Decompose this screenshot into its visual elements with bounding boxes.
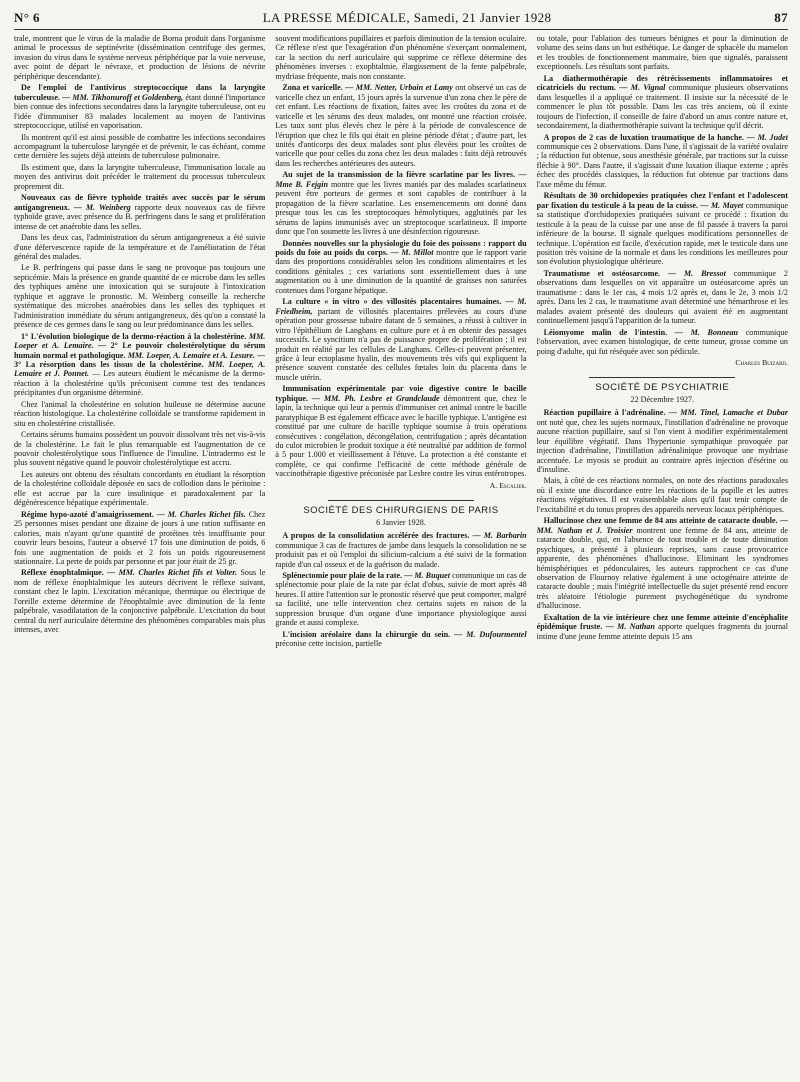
paragraph: souvent modifications pupillaires et parfois diminution de la tension oculaire. Ce réflexe n'est que l'exagération d'un phénomène s'exerçant normalement, car la section du nerf auriculaire qui supprime ce réflexe détermine des phénomènes inverses : exophtalmie, élargissement de la fente palpébrale, mydriase fréquente, mais non constante. bbox=[275, 34, 527, 81]
abstract-authors: M. Judet bbox=[757, 132, 788, 142]
abstract-authors: MM. Ph. Lesbre et Grandclaude bbox=[323, 393, 440, 403]
abstract-heading: Régime hypo-azoté d'amaigrissement. — bbox=[21, 509, 165, 519]
abstract bbox=[537, 516, 788, 611]
abstract-text: montre que les livres maniés par des malades scarlatineux peuvent être porteurs de germes et sont capables de contribuer à la propagation de la fièvre scarlatine. Les ensemencements ont donné dans presque tous les cas les streptocoques hémolytiques, agglutinés par les sérums de lapins immunisés avec un streptocoque scarlatineux. Il importe donc que l'on soumette les livres à une désinfection rigoureuse. bbox=[275, 179, 527, 237]
abstract-text: préconise cette incision, partielle bbox=[275, 639, 382, 649]
abstract-authors: MM. Nathan et J. Troisier bbox=[536, 525, 633, 535]
abstract bbox=[275, 630, 526, 649]
abstract bbox=[14, 568, 265, 634]
section-title: SOCIÉTÉ DES CHIRURGIENS DE PARIS bbox=[303, 505, 499, 517]
paragraph: Les auteurs ont obtenu des résultats concordants en étudiant la résorption de la cholestérine colloïdale déposée en sacs de collodion dans le péritoine : elle est accrue par la cure insulinique et paradoxalement par la dégénérescence hépatique expérimentale. bbox=[14, 469, 266, 508]
abstract-text: Sous le nom de réflexe énophtalmique les auteurs décrivent le réflexe suivant, constant chez le lapin. L'excitation mécanique, thermique ou électrique de l'oreille externe détermine de l'énophtalmie avec diminution de la fente palpébrale, vasodilatation de la conjonctive palpébrale. L'excitation du bout central du nerf auriculaire détermine des phénomènes comparables mais plus intenses, avec bbox=[14, 568, 266, 635]
abstract-authors: M. Dufourmentel bbox=[466, 629, 527, 639]
abstract-text: partant de villosités placentaires prélevées au cours d'une opération pour grossesse tubaire datant de 5 semaines, a réussi à cultiver in vitro l'épithélium de Langhans en culture pure et à en obtenir des passages successifs. Le syncitium n'a pas de puissance propre de prolifération ; il est produit en réalité par les cellules de Langhans. Celles-ci peuvent présenter, grâce à leur ectoplasme hyalin, des mouvements très vifs qui expliquent la présence souvent constatée des cellules fœtales loin du placenta dans le muscle utérin. bbox=[275, 306, 527, 382]
abstract-authors: MM. Tinel, Lamache et Dubar bbox=[680, 408, 788, 418]
abstract-text: communique 2 observations dans lesquelles on vit apparaître un ostéosarcome après un traumatisme : dans le 1er cas, 4 mois 1/2 après et, dans le 2e, 3 mois 1/2 après. Dans les 2 cas, le traumatisme avait déterminé une hémarthrose et les malades avaient présenté des douleurs qui avaient été en augmentant continuellement jusqu'à l'apparition de la tumeur. bbox=[536, 268, 788, 326]
paragraph: Certains sérums humains possèdent un pouvoir dissolvant très net vis-à-vis de la cholestérine. Le fait le plus remarquable est l'augmentation de ce pouvoir cholestérolytique sous l'influence de l'insuline. L'intradermo est le plus souvent négative quand le pouvoir cholestérolytique est accru. bbox=[14, 430, 266, 468]
paragraph: Le B. perfringens qui passe dans le sang ne provoque pas toujours une septicémie. Mais la présence en grande quantité de ce microbe dans les selles des typhiques amène une intoxication qui se surajoute à l'intoxication typhique et aggrave le pronostic. M. Weinberg conseille la recherche systématique des microbes anaérobies dans les selles des typhiques et l'administration immédiate du sérum antigangreneux, dès qu'on a constaté la présence de ces germes dans le sang ou leur prédominance dans les selles. bbox=[14, 263, 266, 330]
abstract bbox=[14, 83, 265, 130]
abstract-authors: M. Barbarin bbox=[483, 531, 527, 541]
paragraph: Dans les deux cas, l'administration du sérum antigangreneux a été suivie d'une défervescence rapide de la température et de l'amélioration de l'état général des malades. bbox=[14, 233, 266, 261]
abstract-text: communique ces 2 observations. Dans l'une, il s'agissait de la variété ovalaire ; la réduction fut obtenue, sous anesthésie générale, par tractions sur la cuisse fléchie à 90°. Dans l'autre, il s'agissait d'une luxation iliaque externe ; après échec des procédés classiques, la réduction fut obtenue par tractions dans l'axe même du fémur. bbox=[536, 141, 788, 189]
abstract-authors: MM. Tikhonuroff et Goldenberg, bbox=[72, 92, 184, 102]
abstract-heading: Réaction pupillaire à l'adrénaline. — bbox=[543, 408, 677, 418]
abstract-authors: M. Friedheim, bbox=[275, 297, 527, 316]
abstract-text: ont noté que, chez les sujets normaux, l'instillation d'adrénaline ne provoque aucune réaction pupillaire, sauf si l'on vient à modifier expérimentalement leur équilibre végétatif. Dans l'hypertonie sympathique provoquée par injection d'adrénaline, l'instillation adrénalinique provoque une mydriase accentuée. Le myosis se produit au contraire après injection d'ésérine ou d'insuline. bbox=[536, 417, 788, 475]
abstract-authors: MM. Loeper et A. Lemaire. bbox=[14, 331, 266, 351]
abstract-text: communique sa statistique d'orchidopexies pratiquées suivant ce procédé : fixation du testicule à la peau de la cuisse par une anse de fil passée à travers la paroi inférieure de la bourse. Il signale quelques modifications personnelles de technique. L'opération est facile, d'exécution rapide, met le testicule dans une position très voisine de la normale et dans les conditions les meilleures pour son évolution physiologique ultérieure. bbox=[536, 200, 788, 267]
abstract-text: communique l'observation, avec examen histologique, de cette tumeur, grosse comme un poing d'adulte, qui fut réséquée avec son pédicule. bbox=[536, 327, 788, 356]
abstract-heading: Splénectomie pour plaie de la rate. — bbox=[282, 571, 413, 581]
abstract-authors: M. Weinberg bbox=[85, 202, 131, 212]
abstract-heading: Immunisation expérimentale par voie digestive contre le bacille typhique. — bbox=[275, 384, 527, 403]
abstract-heading: Réflexe énophtalmique. — bbox=[21, 568, 116, 578]
abstract-heading: A propos de 2 cas de luxation traumatique de la hanche. — bbox=[543, 132, 755, 142]
abstract-text: communique plusieurs observations dans lesquelles il a appliqué ce traitement. Il insiste sur la nécessité de le commencer le plus tôt possible. Dans les cas très anciens, où il existe toujours de l'infection, il conseille de faire d'abord un anus contre nature et, secondairement, la diathermothérapie suivant la technique qu'il décrit. bbox=[536, 83, 788, 131]
section-header bbox=[537, 377, 788, 404]
abstract-text: apporte quelques fragments du journal intime d'une jeune femme atteinte depuis 15 ans bbox=[536, 622, 788, 641]
paragraph: Mais, à côté de ces réactions normales, on note des réactions paradoxales où il existe une discordance entre les réactions de la pupille et les autres réactions végétatives. Il est vraisemblable alors qu'il faut tenir compte de l'excitabilité et du tonus propres des appareils nerveux locaux périphériques. bbox=[536, 476, 788, 514]
abstract-heading-3: — 3° La résorption dans les tissus de la cholestérine. bbox=[14, 350, 266, 369]
abstract-text: rapporte deux nouveaux cas de fièvre typhoïde grave, avec présence du B. perfringens dans le sang et prolifération intense de cet anaérobie dans les selles. bbox=[14, 202, 266, 231]
abstract-heading: La culture « in vitro » des villosités placentaires humaines. — bbox=[282, 297, 514, 307]
abstract bbox=[537, 408, 788, 474]
column-3 bbox=[537, 34, 788, 1074]
abstract-heading: De l'emploi de l'antivirus streptococcique dans la laryngite tuberculeuse. — bbox=[14, 83, 266, 102]
abstract-heading: L'incision aréolaire dans la chirurgie du sein. — bbox=[282, 629, 463, 639]
abstract-authors: M. Bressot bbox=[683, 268, 726, 278]
abstract-text: communique un cas de splénectomie pour plaie de la rate par éclat d'obus, suivie de mort après 48 heures. Il attire l'attention sur le pronostic réservé que peut comporter, malgré sa facilité, une telle intervention chez certains sujets en raison de la suppression brusque d'un organe d'une importance physiologique aussi grande et aussi complexe. bbox=[275, 571, 527, 628]
abstract-authors: M. Millot bbox=[401, 247, 434, 257]
abstract bbox=[14, 193, 265, 231]
abstract-heading: A propos de la consolidation accélérée des fractures. — bbox=[282, 531, 481, 541]
abstract-text: ont observé un cas de varicelle chez un enfant, 15 jours après la survenue d'un zona chez le père de cet enfant. Les réactions de fixation, faites avec les croûtes du zona et de varicelle et les sérums des deux malades, ont montré une réaction croisée. Les taux sont plus élevés chez le père à la période de convalescence de l'éruption que chez le fils qui était en pleine période d'état ; d'autre part, les unités d'anticorps des deux malades sont plus élevées pour les croûtes de varicelle que pour celles du zona chez les deux malades : faits déjà retrouvés dans les recherches antérieures des auteurs. bbox=[275, 83, 527, 168]
section-rule bbox=[328, 500, 474, 501]
abstract-authors: M. Charles Richet fils. bbox=[167, 509, 246, 519]
section-date: 22 Décembre 1927. bbox=[630, 394, 695, 404]
abstract-text: Chez 25 personnes mises pendant une dizaine de jours à une ration suffisante en calories, mais n'ayant qu'une quantité de protéines très insuffisante pour couvrir leurs besoins, l'auteur a observé 17 fois une diminution de poids, 6 fois une augmentation de poids et 2 fois un poids rigoureusement stationnaire. La perte de poids par personne et par jour était de 25 gr. bbox=[14, 509, 266, 567]
abstract-authors: M. Nathan bbox=[617, 622, 655, 632]
abstract-authors: MM. Charles Richet fils et Volter. bbox=[118, 568, 238, 578]
abstract bbox=[537, 133, 788, 190]
column-1 bbox=[14, 34, 265, 1074]
abstract-heading: Données nouvelles sur la physiologie du foie des poissons : rapport du poids du foie au poids du corps. — bbox=[275, 238, 527, 257]
abstract bbox=[275, 531, 526, 569]
abstract-authors: M. Bonneau bbox=[690, 327, 739, 337]
abstract-heading: Nouveaux cas de fièvre typhoïde traités avec succès par le sérum antigangreneux. — bbox=[14, 193, 266, 212]
abstract bbox=[537, 191, 788, 267]
abstract-heading: Résultats de 30 orchidopexies pratiquées chez l'enfant et l'adolescent par fixation du testicule à la peau de la cuisse. — bbox=[536, 191, 788, 210]
abstract bbox=[14, 510, 265, 567]
abstract-authors: M. Buquet bbox=[414, 571, 450, 581]
abstract-text: — Les auteurs étudient le mécanisme de la dermo-réaction à la cholestérine qu'ils préconisent comme test des tendances précipitantes d'un organisme déterminé. bbox=[14, 369, 266, 398]
paragraph: Chez l'animal la cholestérine en solution huileuse ne détermine aucune réaction histologique. La cholestérine colloïdale se transforme rapidement in situ en cholestérine cristallisée. bbox=[14, 399, 266, 428]
abstract bbox=[537, 269, 788, 326]
abstract bbox=[275, 384, 526, 479]
abstract-text: démontrent que, chez le lapin, la technique qui leur a permis d'immuniser cet animal contre le bacille paratyphique B est également efficace avec le bacille typhique. L'antigène est constitué par une culture de bacille typhique soumise à trois opérations consécutives : congélation, décongélation, centrifugation ; après décantation du culot microbien le produit toxique a été neutralisé par addition de formol à 5 pour 1.000 et vieillissement à l'étuve. La protection a été constante et complète, ce qui confirme l'efficacité de cette méthode générale de vaccinothérapie digestive préconisée par Lesbre contre les virus entérotropes. bbox=[275, 393, 527, 479]
abstract bbox=[275, 83, 526, 168]
paragraph: Ils montrent qu'il est ainsi possible de combattre les infections secondaires accompagnant la tuberculose laryngée et de prévenir, le cas échéant, comme cette dernière les sujets déjà atteints de tuberculose pulmonaire. bbox=[14, 132, 266, 161]
abstract-heading: Au sujet de la transmission de la fièvre scarlatine par les livres. — bbox=[282, 170, 527, 180]
journal-title: LA PRESSE MÉDICALE, Samedi, 21 Janvier 1928 bbox=[262, 10, 552, 25]
article-columns bbox=[14, 30, 788, 1074]
paragraph: ou totale, pour l'ablation des tumeurs bénignes et pour la diminution de volume des seins dans un but esthétique. Le danger de sphacèle du mamelon et les troubles de fonctionnement mammaire, bien que signalés, paraissent exceptionnels. Les résultats sont parfaits. bbox=[536, 34, 788, 72]
paragraph: trale, montrent que le virus de la maladie de Borna produit dans l'organisme animal le processus de septinévrite (dissémination centrifuge des germes, invasion du virus dans le système nerveux périphérique par la voie nerveuse, avec point de départ le névraxe, et production de lésions de névrite périphérique descendante). bbox=[14, 34, 266, 81]
section-rule bbox=[589, 377, 735, 378]
abstract-authors: M. Mayet bbox=[710, 200, 744, 210]
abstract bbox=[275, 239, 526, 296]
abstract bbox=[275, 170, 526, 236]
section-header bbox=[275, 500, 526, 527]
column-2 bbox=[275, 34, 526, 1074]
section-date: 6 Janvier 1928. bbox=[376, 517, 426, 527]
signature: Charles Buizard. bbox=[735, 357, 788, 367]
abstract-authors-2: MM. Loeper, A. Lemaire et A. Lesure. bbox=[127, 350, 256, 360]
section-title: SOCIÉTÉ DE PSYCHIATRIE bbox=[595, 382, 730, 394]
abstract-text: communique 3 cas de fractures de jambe dans lesquels la consolidation ne se produisit pas et où l'emploi du silicium-calcium a été suivi de la formation rapide d'un cal osseux et de la guérison du malade. bbox=[275, 540, 527, 569]
abstract bbox=[537, 74, 788, 131]
abstract-heading: Léiomyome malin de l'intestin. — bbox=[543, 327, 683, 337]
abstract-authors-3: MM. Loeper, A. Lemaire et J. Ponnet. bbox=[14, 359, 266, 379]
abstract bbox=[275, 297, 526, 382]
abstract-heading: 1° L'évolution biologique de la dermo-réaction à la cholestérine. bbox=[21, 331, 247, 341]
abstract-heading-2: — 2° Le pouvoir cholestérolytique du sérum humain normal et pathologique. bbox=[14, 341, 266, 360]
abstract-authors: M. Vignal bbox=[630, 83, 666, 93]
abstract-text: montrent une femme de 84 ans, atteinte de cataracte double, qui, en l'absence de tout trouble et de toute diminution psychiques, a présenté à plusieurs reprises, sans cause provocatrice apparente, des phénomènes d'hallucinose. Eliminant les syndromes hémisphériques et pédonculaires, les auteurs rapprochent ce cas d'une observation de Flournoy relative également à une octogénaire atteinte de cataracte double ; mais l'intégrité intellectuelle du sujet présenté rend encore très aléatoire l'étiologie purement psychogénétique du syndrome d'hallucinose. bbox=[536, 525, 788, 611]
abstract bbox=[275, 571, 526, 628]
masthead bbox=[14, 0, 788, 30]
paragraph: Ils estiment que, dans la laryngite tuberculeuse, l'immunisation locale au moyen des antivirus doit précéder le traitement du processus tuberculeux proprement dit. bbox=[14, 162, 266, 191]
abstract bbox=[14, 332, 265, 398]
issue-number: N° 6 bbox=[14, 10, 40, 25]
abstract-heading: La diathermothérapie des rétrécissements inflammatoires et cicatriciels du rectum. — bbox=[536, 73, 788, 93]
abstract-authors: Mme B. Fejgin bbox=[275, 179, 328, 189]
abstract-heading: Zona et varicelle. — bbox=[282, 83, 354, 93]
abstract-authors: MM. Netter, Urbain et Lamy bbox=[355, 83, 453, 93]
abstract bbox=[537, 613, 788, 641]
abstract-heading: Exaltation de la vie intérieure chez une femme atteinte d'encéphalite épidémique fruste. — bbox=[536, 612, 788, 632]
abstract-text: montre que le rapport varie dans des proportions considérables selon les conditions alimentaires et les conditions génitales ; ces variations sont essentiellement dues à une augmentation ou à une diminution de la quantité de graisses non saturées contenues dans l'organe hépatique. bbox=[275, 247, 527, 295]
abstract-text: étant donné l'importance bien connue des infections secondaires dans la laryngite tuberculeuse, ont eu l'idée d'immuniser 83 malades localement au moyen de l'antivirus streptococcique, utilisé en vaporisation. bbox=[14, 92, 266, 131]
abstract-heading: Traumatisme et ostéosarcome. — bbox=[543, 268, 677, 278]
page-number: 87 bbox=[774, 10, 788, 25]
abstract bbox=[537, 328, 788, 356]
abstract-heading: Hallucinose chez une femme de 84 ans atteinte de cataracte double. — bbox=[543, 516, 788, 526]
signature: A. Escalier. bbox=[489, 480, 527, 490]
